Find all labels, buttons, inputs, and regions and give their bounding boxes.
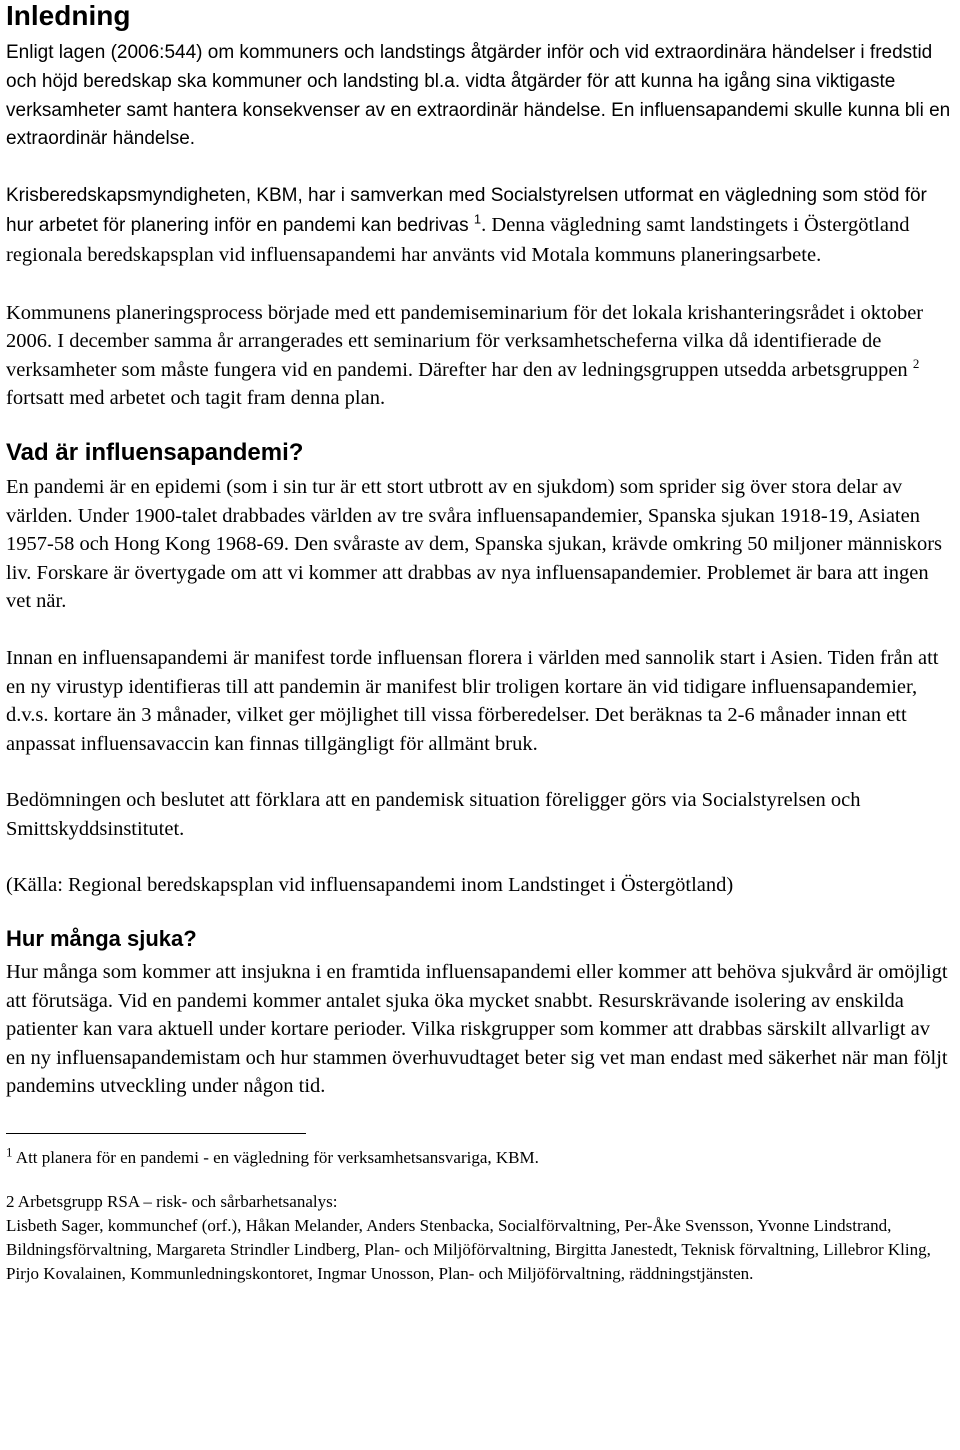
pandemic-paragraph-timeline: Innan en influensapandemi är manifest torde influensan florera i världen med sannolik start i Asien. Tiden från att en ny virustyp identifieras till att pandemin är manifest blir troligen kortare än vid tidigare influensapandemier, d.v.s. kortare än 3 månader, vilket ger möjlighet till vissa förberedelser. Det beräknas ta 2-6 månader innan ett anpassat influensavaccin kan finnas tillgängligt för allmänt bruk.	[6, 646, 939, 755]
footnote-2-title: 2 Arbetsgrupp RSA – risk- och sårbarhetsanalys:	[6, 1192, 338, 1212]
intro-paragraph-kbm-text: Krisberedskapsmyndigheten, KBM, har i samverkan med Socialstyrelsen utformat en vägledning som stöd för hur arbetet för planering inför en pandemi kan bedrivas	[6, 185, 927, 236]
footnote-divider	[6, 1133, 306, 1134]
intro-paragraph-process	[6, 299, 954, 413]
heading-hur-manga-sjuka: Hur många sjuka?	[6, 926, 197, 952]
sick-paragraph: Hur många som kommer att insjukna i en framtida influensapandemi eller kommer att behöva sjukvård är omöjligt att förutsäga. Vid en pandemi kommer antalet sjuka öka mycket snabbt. Resurskrävande isolering av enskilda patienter kan vara aktuell under kortare perioder. Vilka riskgrupper som kommer att drabbas särskilt allvarligt av en ny influensapandemistam och hur stammen överhuvudtaget beter sig vet man endast med säkerhet när man följt pandemins utveckling under någon tid.	[6, 961, 948, 1098]
intro-paragraph-kbm	[6, 182, 954, 270]
intro-paragraph-law: Enligt lagen (2006:544) om kommuners och landstings åtgärder inför och vid extraordinära händelser i fredstid och höjd beredskap ska kommuner och landsting bl.a. vidta åtgärder för att kunna ha igång sina viktigaste verksamheter samt hantera konsekvenser av en extraordinär händelse. En influensapandemi skulle kunna bli en extraordinär händelse.	[6, 42, 951, 150]
document-page	[6, 0, 954, 1286]
footnote-1-text: Att planera för en pandemi - en vägledning för verksamhetsansvariga, KBM.	[12, 1148, 539, 1168]
footnote-1-number: 1	[6, 1144, 13, 1160]
footnote-ref-1: 1	[473, 211, 482, 227]
heading-inledning: Inledning	[6, 0, 131, 31]
intro-paragraph-process-cont: fortsatt med arbetet och tagit fram denna plan.	[6, 387, 386, 410]
pandemic-paragraph-definition: En pandemi är en epidemi (som i sin tur är ett stort utbrott av en sjukdom) som sprider sig över stora delar av världen. Under 1900-talet drabbades världen av tre svåra influensapandemier, Spanska sjukan 1918-19, Asiaten 1957-58 och Hong Kong 1968-69. Den svåraste av dem, Spanska sjukan, krävde omkring 50 miljoner människors liv. Forskare är övertygade om att vi kommer att drabbas av nya influensapandemier. Problemet är bara att ingen vet när.	[6, 475, 943, 613]
heading-vad-ar-influensapandemi: Vad är influensapandemi?	[6, 438, 304, 466]
footnote-ref-2: 2	[912, 355, 920, 371]
pandemic-source: (Källa: Regional beredskapsplan vid influensapandemi inom Landstinget i Östergötland)	[6, 874, 734, 897]
intro-paragraph-process-text: Kommunens planeringsprocess började med ett pandemiseminarium för det lokala krishanteringsrådet i oktober 2006. I december samma år arrangerades ett seminarium för verksamhetscheferna vilka då identifierade de verksamheter som måste fungera vid en pandemi. Därefter har den av ledningsgruppen utsedda arbetsgruppen	[6, 301, 924, 381]
footnote-2-members: Lisbeth Sager, kommunchef (orf.), Håkan Melander, Anders Stenbacka, Socialförvaltning, Per-Åke Svensson, Yvonne Lindstrand, Bildningsförvaltning, Margareta Strindler Lindberg, Plan- och Miljöförvaltning, Birgitta Janestedt, Teknisk förvaltning, Lillebror Kling, Pirjo Kovalainen, Kommunledningskontoret, Ingmar Unosson, Plan- och Miljöförvaltning, räddningstjänsten.	[6, 1216, 931, 1284]
intro-paragraph-kbm-cont: . Denna vägledning samt landstingets i Östergötland regionala beredskapsplan vid influensapandemi har använts vid Motala kommuns planeringsarbete.	[6, 213, 910, 266]
footnote-1	[6, 1146, 954, 1170]
pandemic-paragraph-decision: Bedömningen och beslutet att förklara att en pandemisk situation föreligger görs via Socialstyrelsen och Smittskyddsinstitutet.	[6, 789, 861, 840]
